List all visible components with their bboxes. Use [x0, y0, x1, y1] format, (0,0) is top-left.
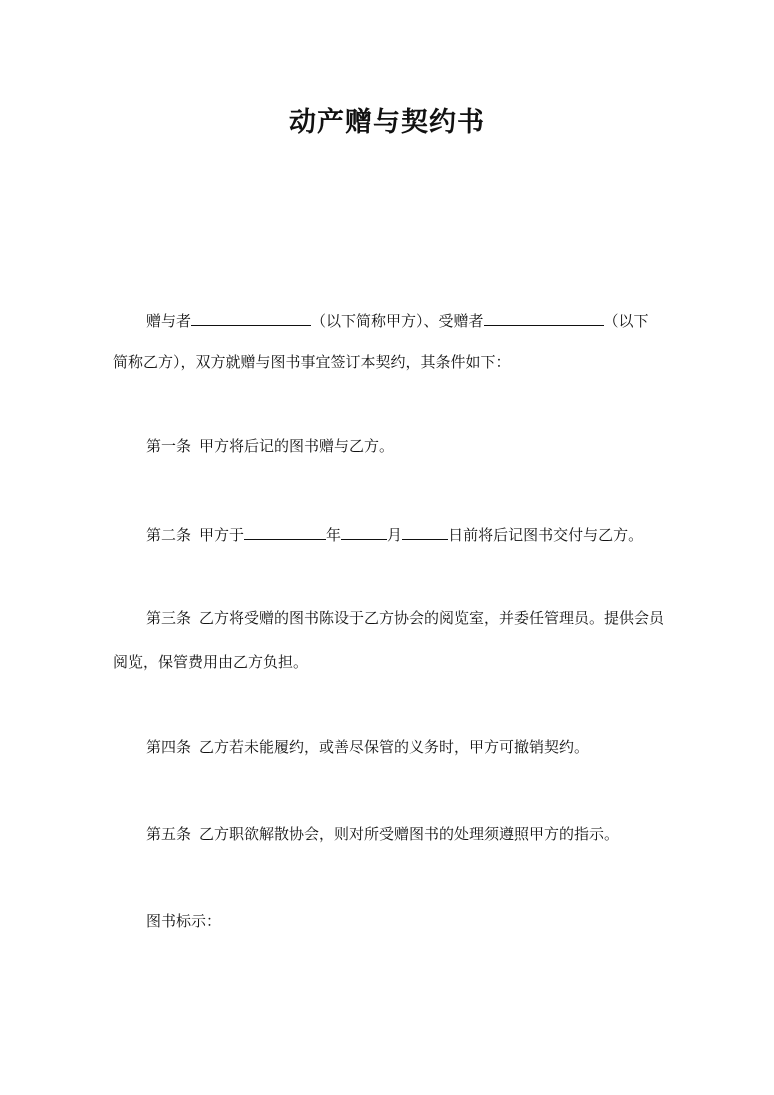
year-blank[interactable] — [244, 524, 326, 540]
article-3-text: 乙方将受赠的图书陈设于乙方协会的阅览室，并委任管理员。提供会员 — [199, 609, 665, 627]
recipient-alias-start: （以下 — [603, 312, 649, 330]
donor-blank[interactable] — [191, 310, 311, 326]
intro-line-2: 简称乙方），双方就赠与图书事宜签订本契约，其条件如下： — [113, 353, 511, 371]
article-2 — [146, 524, 643, 545]
article-5-text: 乙方职欲解散协会，则对所受赠图书的处理须遵照甲方的指示。 — [199, 825, 620, 843]
year-label: 年 — [326, 526, 342, 544]
article-4-text: 乙方若未能履约，或善尽保管的义务时，甲方可撤销契约。 — [199, 738, 590, 756]
article-4 — [146, 737, 589, 757]
article-2-label: 第二条 — [146, 526, 192, 544]
day-blank[interactable] — [402, 524, 448, 540]
month-label: 月 — [387, 526, 403, 544]
donor-label: 赠与者 — [146, 312, 192, 330]
article-3-line-2: 阅览，保管费用由乙方负担。 — [113, 653, 309, 671]
month-blank[interactable] — [341, 524, 387, 540]
intro-line-1 — [146, 310, 649, 331]
recipient-blank[interactable] — [484, 310, 604, 326]
article-1-text: 甲方将后记的图书赠与乙方。 — [199, 437, 395, 455]
article-3-label: 第三条 — [146, 609, 192, 627]
article-3 — [146, 608, 664, 628]
article-2-text-before: 甲方于 — [199, 526, 245, 544]
book-list-label: 图书标示： — [146, 912, 222, 930]
article-1 — [146, 436, 394, 456]
article-4-label: 第四条 — [146, 738, 192, 756]
article-5 — [146, 824, 619, 844]
article-2-day-text: 日前将后记图书交付与乙方。 — [448, 526, 644, 544]
document-title: 动产赠与契约书 — [289, 107, 485, 138]
donor-alias: （以下简称甲方）、受赠者 — [311, 312, 484, 330]
article-5-label: 第五条 — [146, 825, 192, 843]
article-1-label: 第一条 — [146, 437, 192, 455]
